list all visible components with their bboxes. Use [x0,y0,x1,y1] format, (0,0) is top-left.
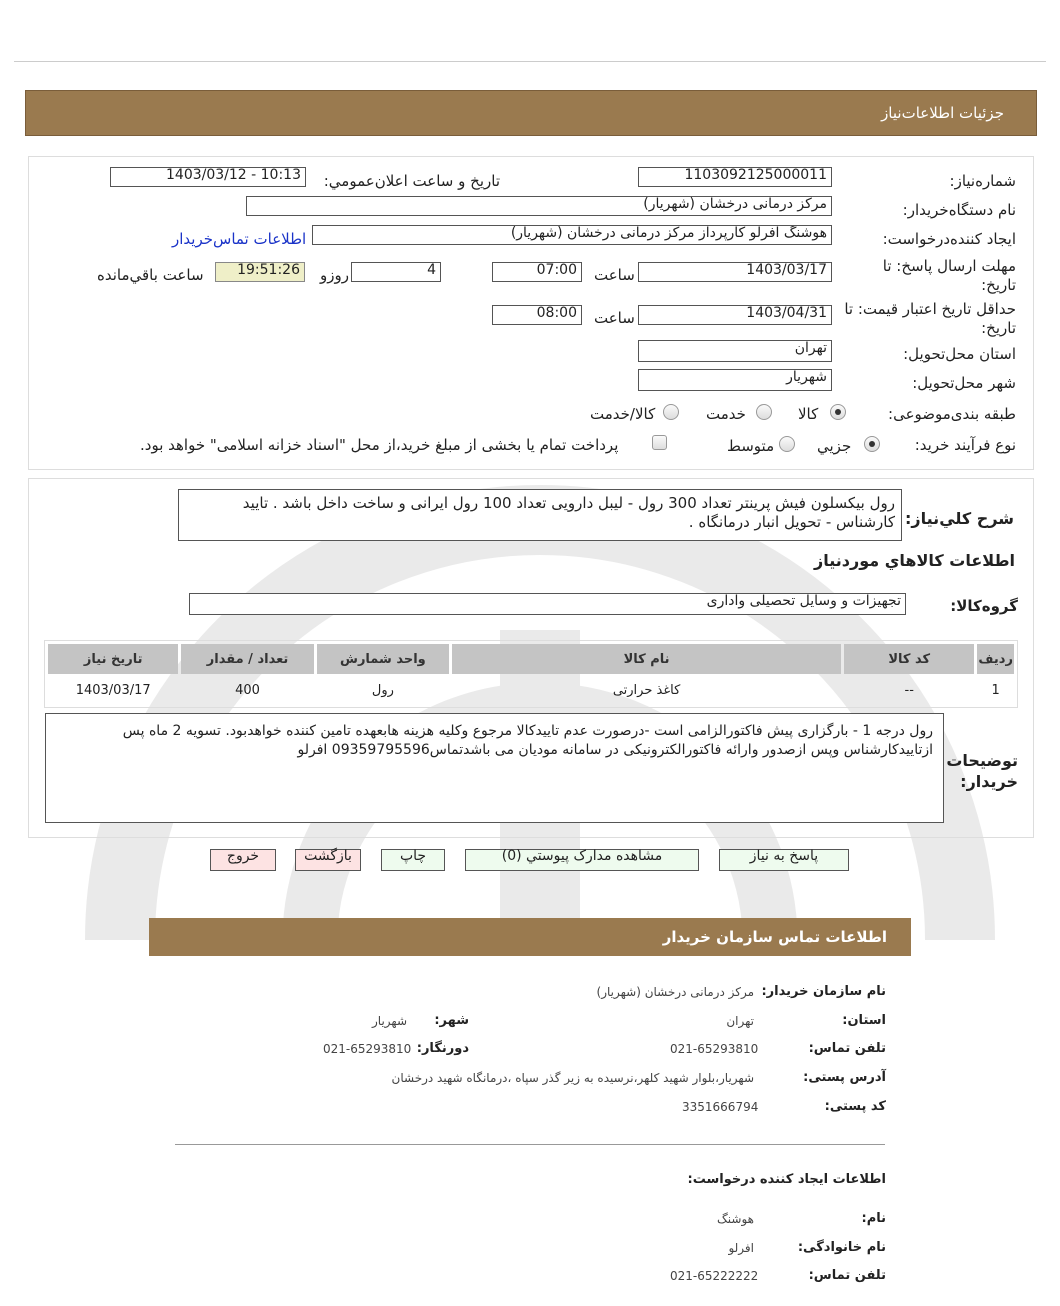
reply-button[interactable]: پاسخ به نياز [719,849,849,871]
table-row [48,677,1014,703]
col-unit: واحد شمارش [317,644,449,674]
category-radio-goods[interactable] [830,404,846,420]
contact-org-value: مرکز درمانی درخشان (شهریار) [596,985,754,999]
creator-family-value: افرلو [728,1241,754,1255]
announce-label: تاريخ و ساعت اعلان‌عمومي: [323,172,500,190]
validity-time-field: 08:00 [492,305,582,325]
contact-header [149,918,911,956]
contact-title: اطلاعات تماس سازمان خریدار [662,928,887,946]
buyer-org-field: مرکز درمانی درخشان (شهریار) [246,196,832,216]
contact-postal-value: 3351666794 [682,1100,759,1114]
exit-button[interactable]: خروج [210,849,276,871]
creator-field: هوشنگ افرلو کارپرداز مرکز درمانی درخشان (شهریار) [312,225,832,245]
purchase-radio-minor[interactable] [864,436,880,452]
days-field: 4 [351,262,441,282]
remaining-time-field: 19:51:26 [215,262,305,282]
deadline-date-field: 1403/03/17 [638,262,832,282]
creator-phone-label: تلفن تماس: [808,1268,886,1283]
creator-family-label: نام خانوادگی: [797,1240,886,1255]
purchase-radio-medium[interactable] [779,436,795,452]
validity-date-field: 1403/04/31 [638,305,832,325]
validity-hour-label: ساعت [594,309,635,327]
category-radio-service[interactable] [756,404,772,420]
need-number-label: شماره‌نیاز: [949,172,1016,190]
treasury-payment-note: پرداخت تمام يا بخشی از مبلغ خريد،از محل "اسناد خزانه اسلامی" خواهد بود. [140,436,619,454]
creator-label: ايجاد کننده‌درخواست: [882,230,1016,248]
category-label: طبقه بندی‌موضوعی: [888,405,1016,423]
category-option-goods: کالا [798,405,819,423]
contact-city-label: شهر: [434,1013,469,1028]
purchase-option-medium: متوسط [727,437,775,455]
contact-address-value: شهریار،بلوار شهید کلهر،نرسیده به زیر گذر سپاه ،درمانگاه شهید درخشان [391,1071,754,1085]
contact-province-value: تهران [726,1014,754,1028]
attachments-button[interactable]: مشاهده مدارک پيوستي (0) [465,849,699,871]
creator-name-value: هوشنگ [717,1212,754,1226]
need-number-field: 1103092125000011 [638,167,832,187]
category-option-service: خدمت [706,405,746,423]
goods-table-header [48,644,1014,674]
page-title: جزئیات اطلاعات‌نیاز [881,104,1004,122]
page-header [25,90,1037,136]
buyer-notes-box: رول درجه 1 - بارگزاری پیش فاکتورالزامی است -درصورت عدم تاییدکالا مرجوع وکلیه هزینه هابعهده تامین کننده خواهدبود. تسویه 2 ماه پس ازتاییدکارشناس وپس ازصدور وارائه فاکتورالکترونیکی در سامانه مودیان می باشدتماس09359795596 افرلو [45,713,944,823]
days-label: روزو [320,266,349,284]
treasury-payment-checkbox[interactable] [652,435,667,450]
goods-table [45,641,1017,706]
city-field: شهریار [638,369,832,391]
city-label: شهر محل‌تحويل: [912,374,1016,392]
contact-fax-value: 021-65293810 [323,1042,412,1056]
purchase-type-label: نوع فرآيند خريد: [914,436,1016,454]
category-radio-both[interactable] [663,404,679,420]
goods-group-field: تجهیزات و وسایل تحصیلی واداری [189,593,906,615]
summary-label: شرح كلي‌نياز: [905,509,1014,528]
buyer-contact-link[interactable]: اطلاعات تماس‌خريدار [172,230,307,248]
back-button[interactable]: بازگشت [295,849,361,871]
remaining-label: ساعت باقي‌مانده [97,266,204,284]
buyer-org-label: نام دستگاه‌خريدار: [902,201,1016,219]
goods-group-label: گروه‌کالا: [950,597,1018,615]
goods-section-title: اطلاعات کالاهاي موردنياز [814,551,1015,570]
contact-phone-value: 021-65293810 [670,1042,759,1056]
cell-row-number: 1 [991,682,1000,698]
contact-fax-label: دورنگار: [416,1041,469,1056]
cell-item-code: -- [904,682,914,698]
province-label: استان محل‌تحويل: [903,345,1016,363]
summary-box: رول بیکسلون فیش پرینتر تعداد 300 رول - لیبل دارویی تعداد 100 رول ایرانی و ساخت داخل باشد . تایید کارشناس - تحویل انبار درمانگاه . [178,489,902,541]
buyer-notes-label: توضيحات خريدار: [946,751,1018,791]
col-item-name: نام کالا [452,644,841,674]
creator-name-label: نام: [861,1211,886,1226]
contact-divider [175,1144,885,1145]
category-option-both: کالا/خدمت [590,405,656,423]
announce-field: 1403/03/12 - 10:13 [110,167,306,187]
contact-phone-label: تلفن تماس: [808,1041,886,1056]
top-divider [14,61,1046,62]
goods-table-wrap [44,640,1018,708]
print-button[interactable]: چاپ [381,849,445,871]
deadline-label: مهلت ارسال پاسخ: تا تاريخ: [882,257,1016,294]
col-quantity: تعداد / مقدار [181,644,313,674]
cell-need-date: 1403/03/17 [75,682,151,698]
col-row-number: رديف [977,644,1014,674]
deadline-time-field: 07:00 [492,262,582,282]
creator-info-title: اطلاعات ایجاد کننده درخواست: [687,1172,886,1187]
cell-quantity: 400 [235,682,260,698]
validity-label: حداقل تاريخ اعتبار قيمت: تا تاريخ: [844,300,1016,337]
contact-province-label: استان: [842,1013,886,1028]
province-field: تهران [638,340,832,362]
contact-org-label: نام سازمان خریدار: [761,984,886,999]
contact-postal-label: کد پستی: [824,1099,886,1114]
cell-item-name: کاغذ حرارتی [612,682,681,698]
cell-unit: رول [371,682,394,698]
col-item-code: کد کالا [844,644,974,674]
col-need-date: تاريخ نياز [48,644,178,674]
purchase-option-minor: جزيي [817,437,852,455]
deadline-hour-label: ساعت [594,266,635,284]
creator-phone-value: 021-65222222 [670,1269,759,1283]
contact-address-label: آدرس پستی: [803,1070,886,1085]
contact-city-value: شهریار [372,1014,407,1028]
